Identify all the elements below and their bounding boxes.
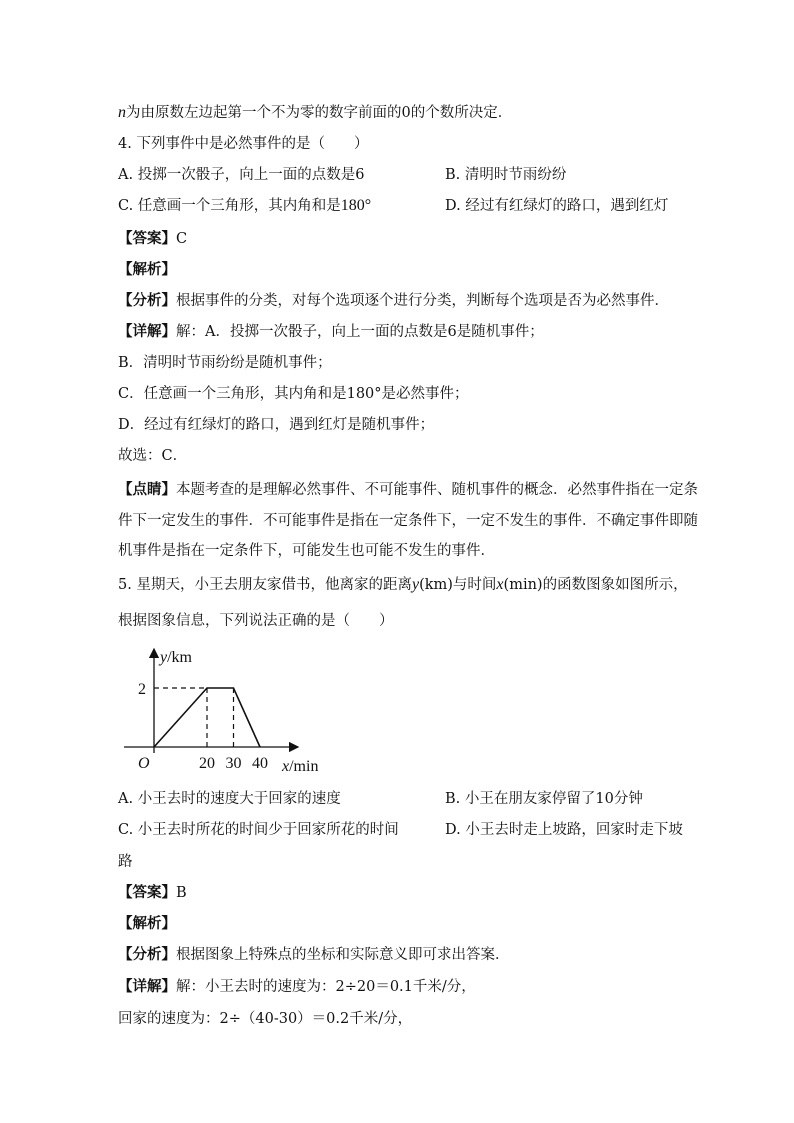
q4-choice: 故选：C． [118, 448, 188, 464]
y-axis-var: y [160, 649, 168, 666]
q5-option-d-cont: 路 [118, 854, 133, 870]
q4-answer [118, 230, 187, 248]
q4-detail-c [118, 385, 469, 403]
q4-detail-a [118, 323, 544, 341]
q4-comment-1-text: 本题考查的是理解必然事件、不可能事件、随机事件的概念．必然事件指在一定条 [176, 482, 698, 498]
q4-detail-b: B．清明时节雨纷纷是随机事件； [118, 355, 332, 371]
q4-option-d: D. 经过有红绿灯的路口，遇到红灯 [445, 198, 669, 214]
q5-analysis-tag: 【解析】 [118, 915, 176, 932]
q4-option-c-text: C. 任意画一个三角形，其内角和是 [118, 198, 341, 214]
x-tick-label: 30 [225, 755, 242, 772]
q5-answer-value: B [176, 885, 187, 901]
q4-option-c-value: 180° [340, 197, 372, 214]
q4-detail-c-pre: C．任意画一个三角形，其内角和是 [118, 386, 347, 402]
q5-detail-1 [118, 978, 476, 996]
q4-answer-tag: 【答案】 [118, 230, 176, 247]
q4-detail-c-value: 180° [346, 386, 382, 402]
y-tick-label: 2 [138, 681, 146, 698]
q5-stem-y-unit: (km) [419, 577, 453, 593]
q4-detail-tag: 【详解】 [118, 323, 176, 340]
q4-comment-tag: 【点睛】 [118, 481, 176, 498]
origin-label: O [138, 755, 150, 772]
y-axis-unit: /km [167, 649, 192, 666]
q4-comment-2: 件下一定发生的事件．不可能事件是指在一定条件下，一定不发生的事件．不确定事件即随 [118, 513, 698, 529]
q5-answer-tag: 【答案】 [118, 884, 176, 901]
q5-fenxi-text: 根据图象上特殊点的坐标和实际意义即可求出答案． [176, 947, 510, 963]
q4-detail-c-post: 是必然事件； [381, 386, 469, 402]
q4-option-b: B. 清明时节雨纷纷 [445, 167, 567, 183]
q4-detail-a-text: 解：A．投掷一次骰子，向上一面的点数是6是随机事件； [176, 324, 544, 340]
x-axis-label [281, 758, 318, 775]
q4-comment-3: 机事件是指在一定条件下，可能发生也可能不发生的事件． [118, 543, 495, 559]
distance-time-graph [118, 643, 358, 783]
q5-fenxi [118, 946, 510, 964]
q4-stem: 4. 下列事件中是必然事件的是（ ） [118, 136, 369, 152]
q5-stem-1c: 的函数图象如图所示， [542, 577, 688, 593]
y-axis-label [158, 649, 193, 666]
q5-stem-1 [118, 576, 688, 594]
intro-line [118, 104, 512, 122]
q4-option-a: A. 投掷一次骰子，向上一面的点数是6 [118, 167, 365, 183]
q5-option-c: C. 小王去时所花的时间少于回家所花的时间 [118, 822, 399, 838]
q5-stem-y: y [411, 576, 420, 593]
q5-stem-x-unit: (min) [503, 577, 543, 593]
q4-fenxi [118, 292, 669, 310]
q5-stem-x: x [496, 576, 504, 593]
q5-option-b: B. 小王在朋友家停留了10分钟 [445, 791, 643, 807]
q5-detail-1-text: 解：小王去时的速度为：2÷20＝0.1千米/分， [176, 979, 476, 995]
q5-option-d: D. 小王去时走上坡路，回家时走下坡 [445, 822, 683, 838]
q4-fenxi-tag: 【分析】 [118, 292, 176, 309]
x-axis-var: x [282, 758, 290, 775]
q5-fenxi-tag: 【分析】 [118, 946, 176, 963]
intro-variable: n [118, 104, 126, 121]
q5-stem-2: 根据图象信息，下列说法正确的是（ ） [118, 613, 394, 629]
q4-answer-value: C [176, 231, 188, 247]
x-tick-label: 40 [252, 755, 268, 772]
q5-stem-1b: 与时间 [452, 577, 497, 593]
q5-stem-1a: 5. 星期天，小王去朋友家借书，他离家的距离 [118, 577, 412, 593]
q5-answer [118, 884, 187, 902]
q4-detail-d: D．经过有红绿灯的路口，遇到红灯是随机事件； [118, 417, 435, 433]
q4-analysis-tag: 【解析】 [118, 261, 176, 278]
q4-comment-1 [118, 481, 698, 499]
q4-option-c [118, 197, 371, 215]
q5-detail-tag: 【详解】 [118, 978, 176, 995]
q5-detail-2: 回家的速度为：2÷（40-30）＝0.2千米/分， [118, 1011, 413, 1027]
x-axis-unit: /min [289, 758, 319, 775]
x-tick-label: 20 [199, 755, 215, 772]
intro-text: 为由原数左边起第一个不为零的数字前面的0的个数所决定． [126, 105, 513, 121]
q4-fenxi-text: 根据事件的分类，对每个选项逐个进行分类，判断每个选项是否为必然事件． [176, 293, 669, 309]
q5-option-a: A. 小王去时的速度大于回家的速度 [118, 791, 341, 807]
